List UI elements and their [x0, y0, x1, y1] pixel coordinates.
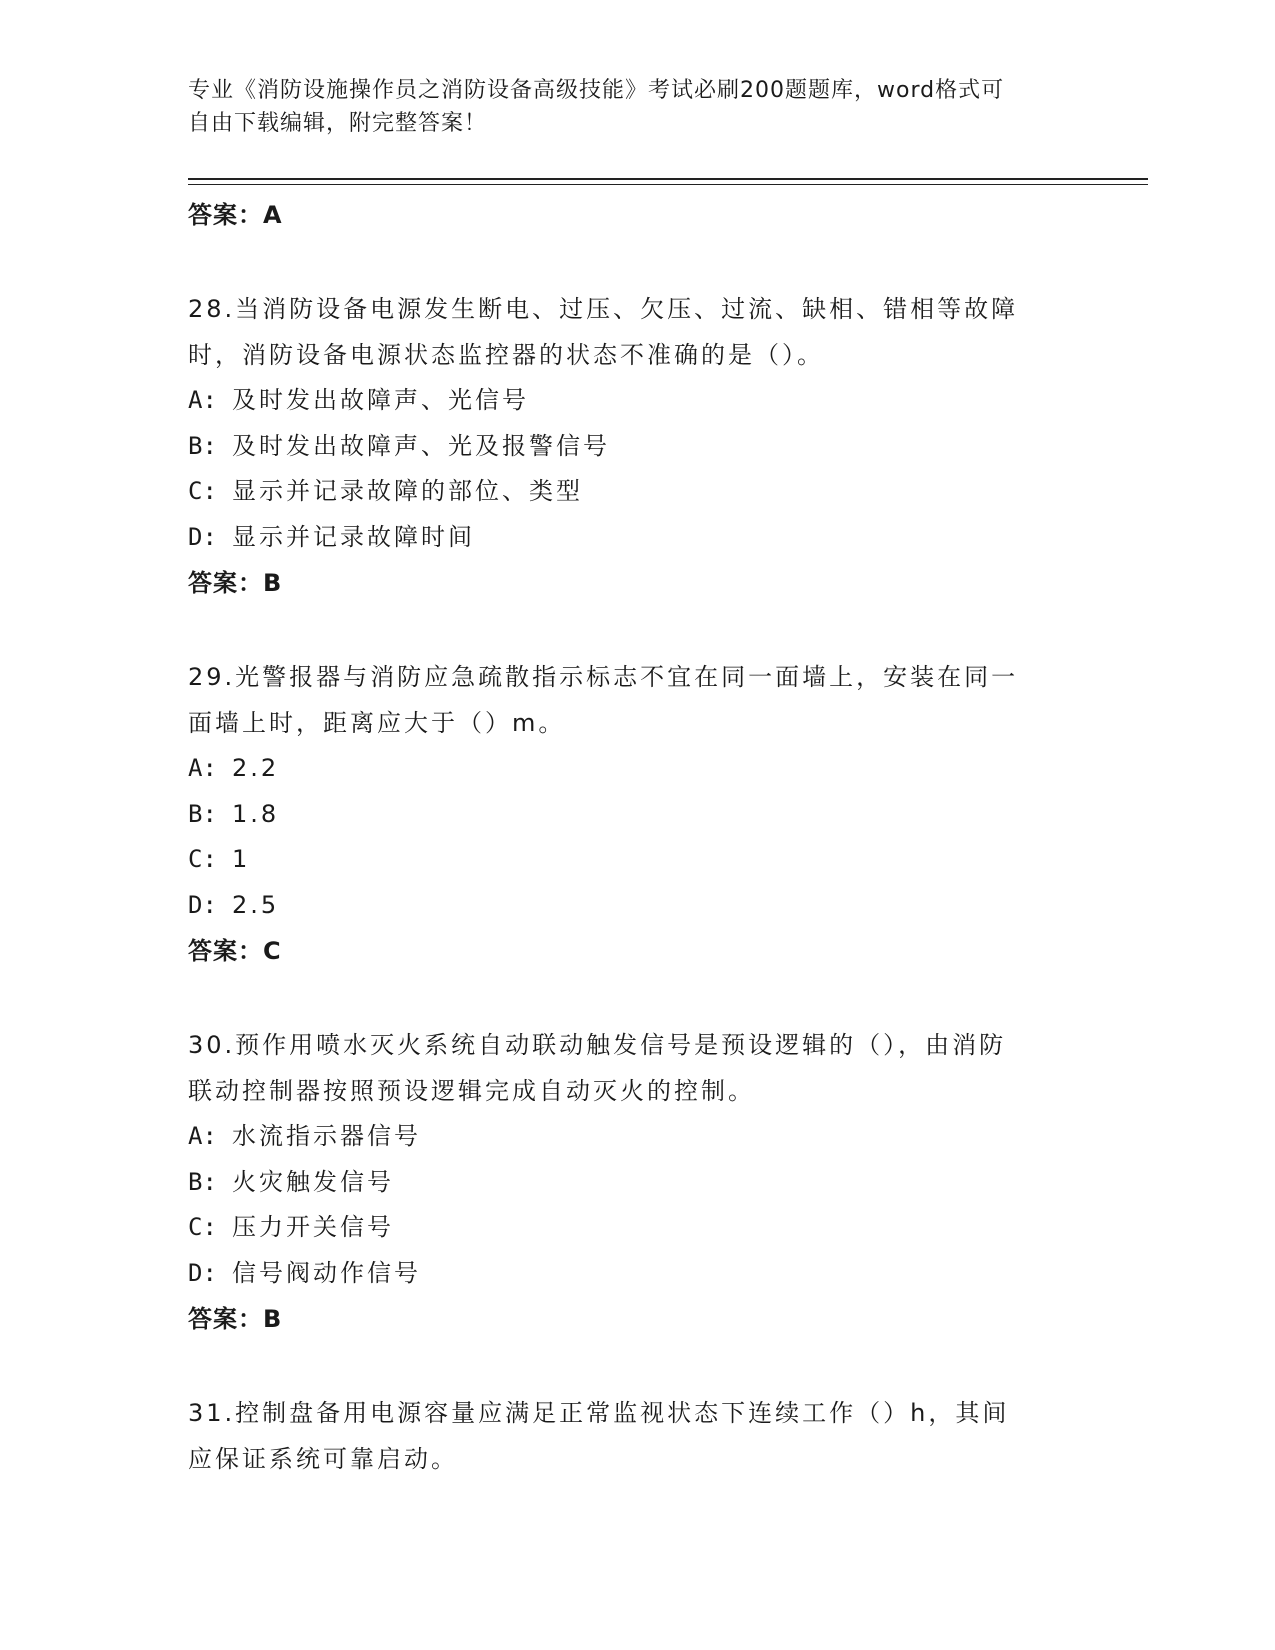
- question-30: [188, 1022, 1088, 1342]
- header-divider-thick: [188, 178, 1148, 180]
- option-a: [188, 378, 1088, 424]
- option-letter: A:: [188, 386, 217, 414]
- option-b: [188, 424, 1088, 470]
- question-stem-line: 面墙上时，距离应大于（）m。: [188, 709, 566, 737]
- option-text: 1: [232, 845, 251, 873]
- option-a: [188, 746, 1088, 792]
- question-list: [188, 188, 1088, 1482]
- question-stem-line: 31.控制盘备用电源容量应满足正常监视状态下连续工作（）h，其间: [188, 1399, 1010, 1427]
- question-stem-line: 时，消防设备电源状态监控器的状态不准确的是（）。: [188, 341, 824, 369]
- option-text: 及时发出故障声、光信号: [232, 386, 529, 414]
- option-c: [188, 469, 1088, 515]
- option-c: [188, 837, 1088, 883]
- option-c: [188, 1205, 1088, 1251]
- option-letter: C:: [188, 845, 217, 873]
- question-stem-line: 29.光警报器与消防应急疏散指示标志不宜在同一面墙上，安装在同一: [188, 663, 1019, 691]
- header-line-1: 专业《消防设施操作员之消防设备高级技能》考试必刷200题题库，word格式可: [188, 78, 1005, 103]
- question-31: [188, 1390, 1088, 1482]
- option-text: 显示并记录故障时间: [232, 522, 475, 551]
- option-text: 水流指示器信号: [232, 1122, 421, 1150]
- option-a: [188, 1114, 1088, 1160]
- option-text: 2.5: [232, 890, 280, 919]
- option-d: [188, 883, 1088, 929]
- option-b: [188, 792, 1088, 838]
- option-letter: D:: [188, 522, 217, 551]
- option-letter: C:: [188, 1213, 217, 1241]
- option-letter: D:: [188, 1258, 217, 1287]
- header-divider-thin: [188, 184, 1148, 185]
- question-stem: [188, 1022, 1088, 1114]
- question-stem-line: 28.当消防设备电源发生断电、过压、欠压、过流、缺相、错相等故障: [188, 295, 1019, 323]
- question-stem: [188, 286, 1088, 378]
- answer-key: 答案：B: [188, 1305, 283, 1333]
- option-letter: B:: [188, 799, 217, 828]
- answer-key: 答案：C: [188, 937, 282, 965]
- option-text: 2.2: [232, 754, 280, 782]
- question-28: [188, 286, 1088, 606]
- option-text: 1.8: [232, 799, 280, 828]
- question-stem: [188, 654, 1088, 746]
- option-b: [188, 1160, 1088, 1206]
- question-stem-line: 联动控制器按照预设逻辑完成自动灭火的控制。: [188, 1077, 755, 1105]
- question-stem-line: 30.预作用喷水灭火系统自动联动触发信号是预设逻辑的（），由消防: [188, 1031, 1007, 1059]
- option-text: 信号阀动作信号: [232, 1258, 421, 1287]
- option-letter: B:: [188, 1167, 217, 1196]
- header-line-2: 自由下载编辑，附完整答案！: [188, 111, 488, 136]
- option-letter: D:: [188, 890, 217, 919]
- previous-answer: 答案：A: [188, 201, 283, 229]
- option-letter: C:: [188, 477, 217, 505]
- option-letter: A:: [188, 1122, 217, 1150]
- answer-key: 答案：B: [188, 569, 283, 597]
- question-stem-line: 应保证系统可靠启动。: [188, 1445, 458, 1473]
- question-stem: [188, 1390, 1088, 1482]
- option-text: 显示并记录故障的部位、类型: [232, 477, 583, 505]
- question-29: [188, 654, 1088, 974]
- option-text: 及时发出故障声、光及报警信号: [232, 431, 610, 460]
- option-letter: A:: [188, 754, 217, 782]
- option-d: [188, 515, 1088, 561]
- option-letter: B:: [188, 431, 217, 460]
- option-text: 压力开关信号: [232, 1213, 394, 1241]
- document-header: [188, 74, 1088, 140]
- option-d: [188, 1251, 1088, 1297]
- option-text: 火灾触发信号: [232, 1167, 394, 1196]
